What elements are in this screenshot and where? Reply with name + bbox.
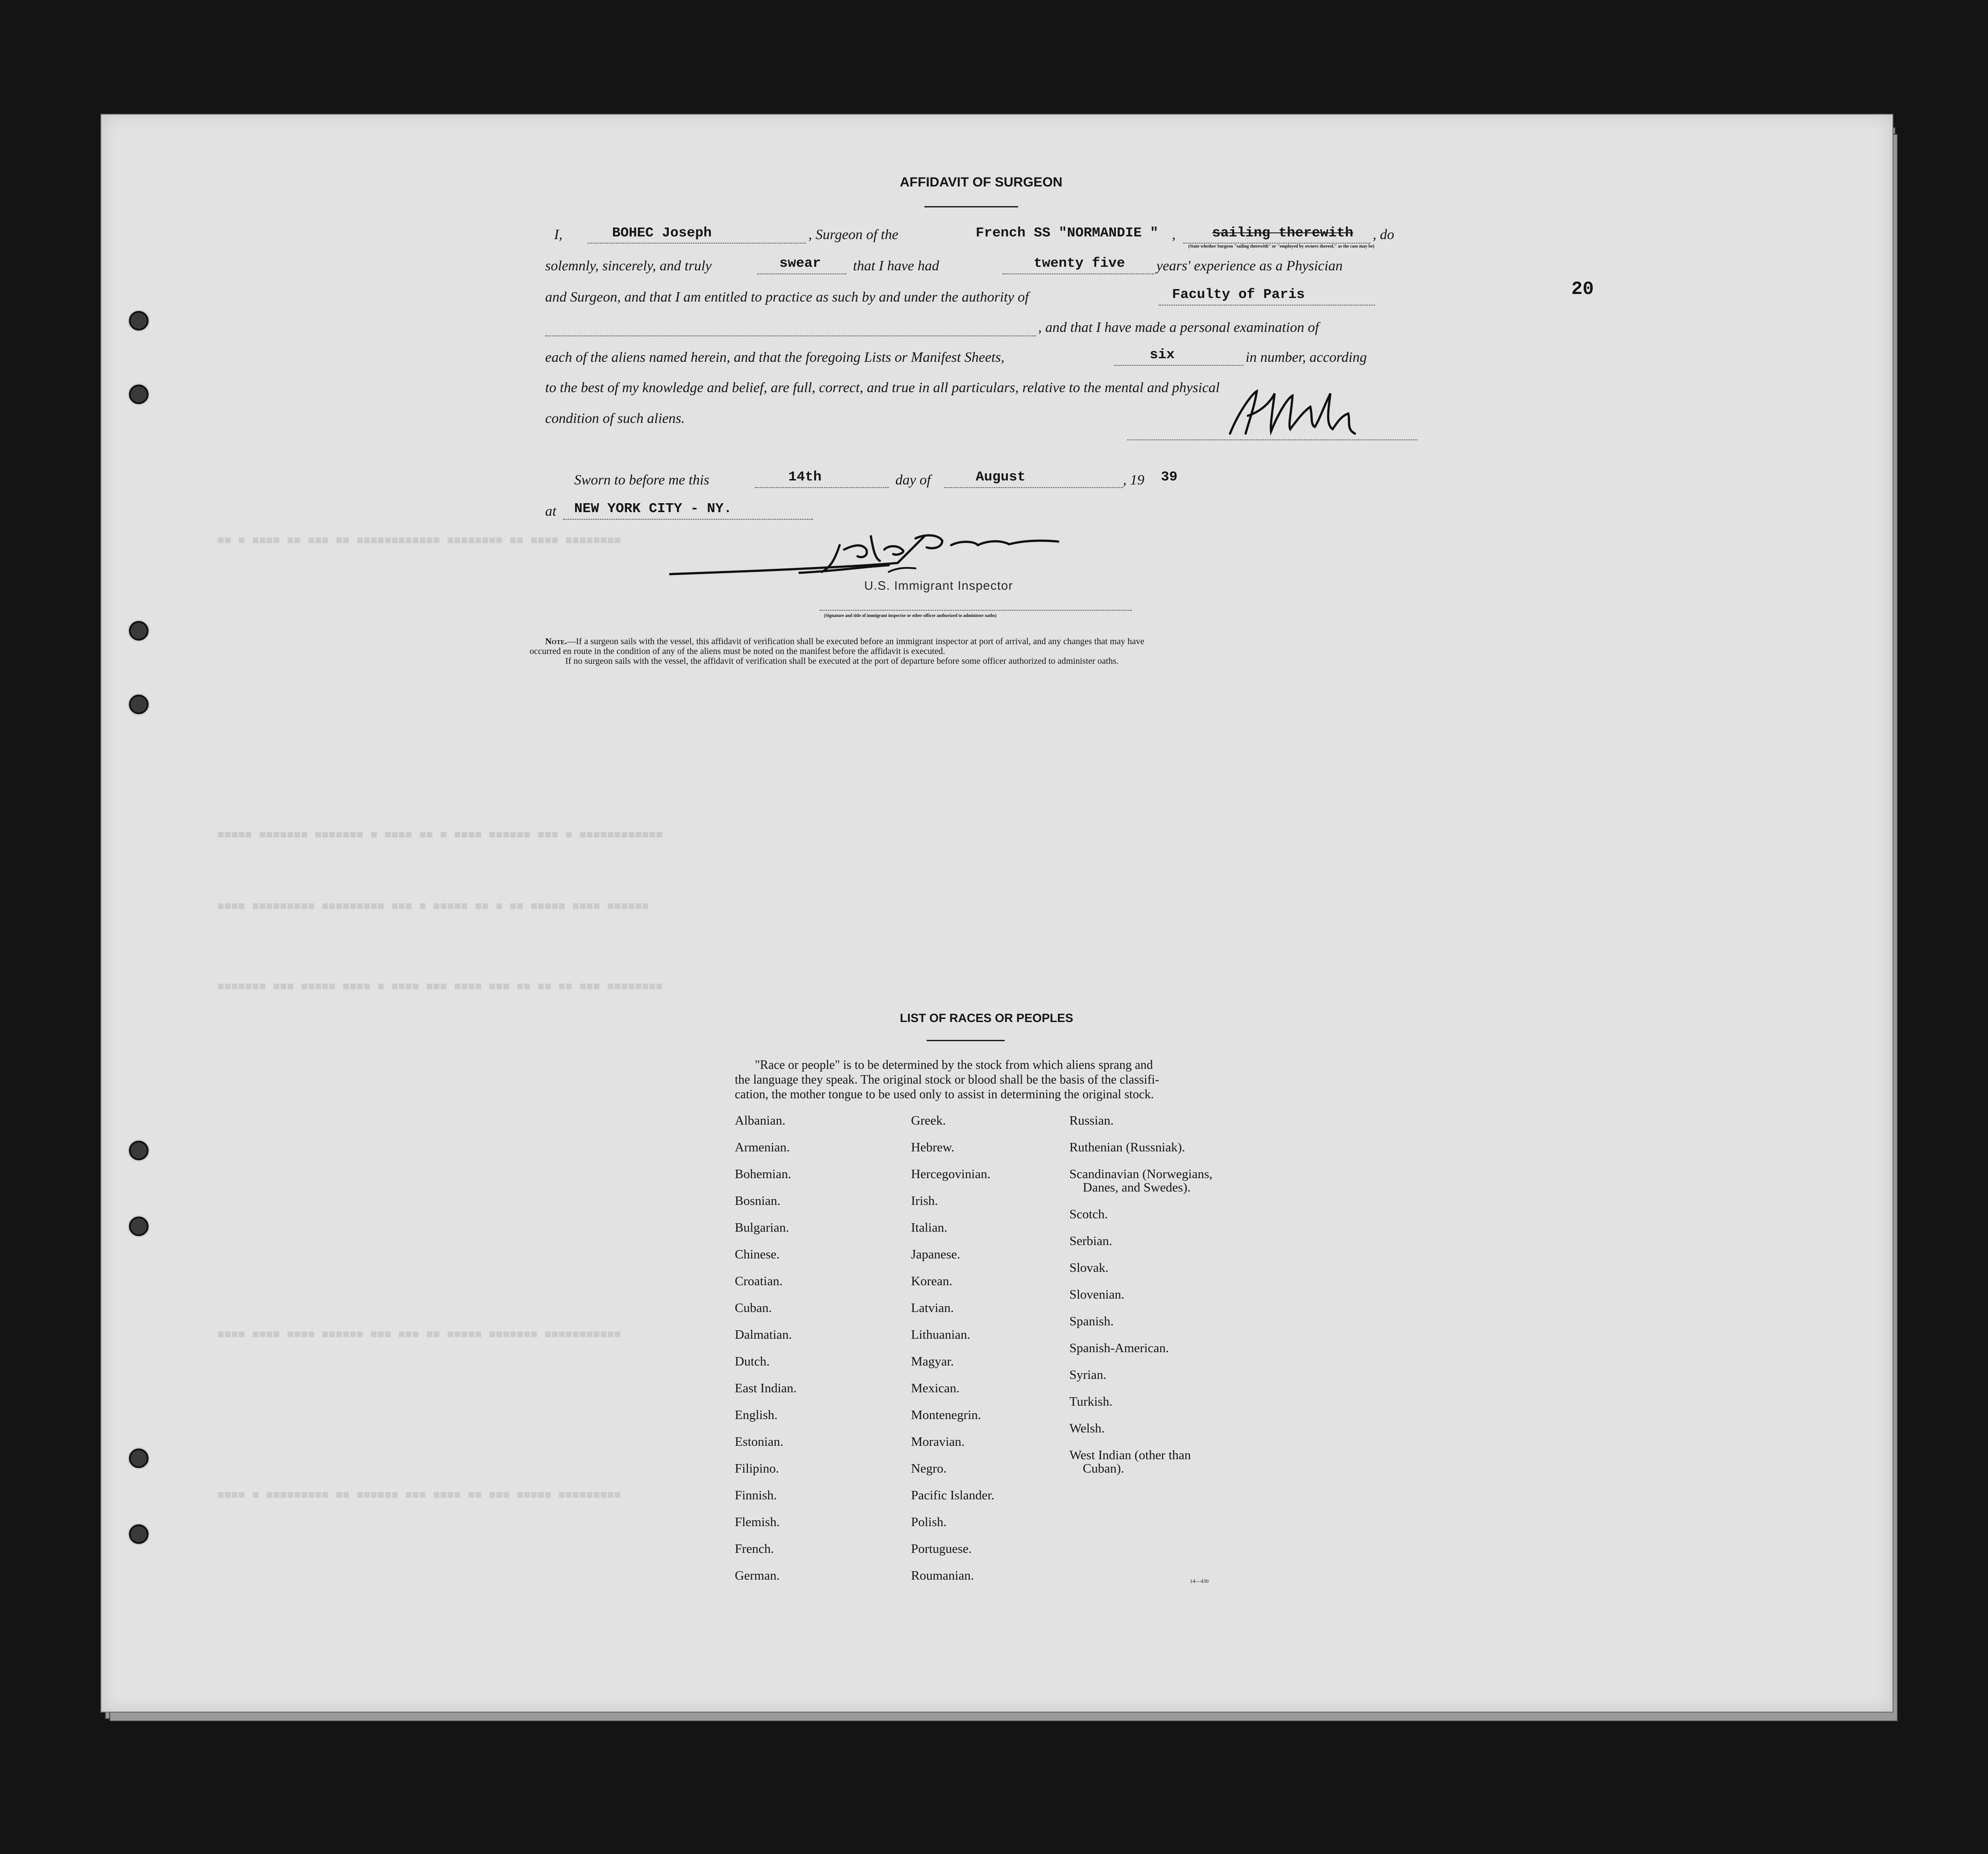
note-text1: —If a surgeon sails with the vessel, this affidavit of verification shall be executed before an immigrant inspector at port of arrival, and any changes that may have	[567, 637, 1144, 646]
bleed-through: ■■■■■ ■■■■■■■ ■■■■■■■ ■ ■■■■ ■■ ■ ■■■■ ■■■■■■ ■■■ ■ ■■■■■■■■■■■■	[217, 828, 663, 842]
race-item: Russian.	[1069, 1113, 1114, 1128]
race-item: Portuguese.	[911, 1542, 972, 1556]
years-experience-line	[1002, 273, 1154, 274]
note-label: Note.	[545, 637, 567, 646]
surgeon-status-line	[1183, 243, 1371, 244]
surgeon-signature	[1221, 385, 1368, 443]
surgeon-status-value: sailing therewith	[1212, 225, 1354, 241]
race-item: Turkish.	[1069, 1395, 1113, 1409]
oath-line	[757, 273, 846, 274]
race-item: Italian.	[911, 1221, 948, 1235]
sworn-lead: Sworn to before me this	[574, 472, 709, 488]
affidavit-line1-lead: I,	[554, 226, 563, 242]
binder-hole	[129, 311, 149, 331]
inspector-signature	[666, 518, 1094, 585]
affidavit-line4-text: , and that I have made a personal examination of	[1038, 319, 1319, 335]
surgeon-status-note: (State whether Surgeon "sailing therewith" or "employed by owners thereof," as the case may be)	[1188, 244, 1375, 249]
race-item: Scandinavian (Norwegians,	[1069, 1167, 1213, 1181]
bleed-through: ■■■■■■■ ■■■ ■■■■■ ■■■■ ■ ■■■■ ■■■ ■■■■ ■■■ ■■ ■■ ■■ ■■■ ■■■■■■■■	[217, 980, 663, 993]
sworn-day-value: 14th	[788, 469, 822, 485]
race-item: Serbian.	[1069, 1234, 1112, 1248]
surgeon-name-line	[588, 243, 806, 244]
race-item: Cuban.	[735, 1301, 772, 1315]
race-item: West Indian (other than	[1069, 1448, 1191, 1462]
race-item: Flemish.	[735, 1515, 780, 1529]
affidavit-line5-end: in number, according	[1246, 349, 1367, 365]
inspector-stamp: U.S. Immigrant Inspector	[864, 579, 1013, 592]
race-item: Greek.	[911, 1113, 946, 1128]
affidavit-line6: to the best of my knowledge and belief, are full, correct, and true in all particulars, relative to the mental and physical	[545, 379, 1220, 395]
races-intro-line1: "Race or people" is to be determined by the stock from which aliens sprang and	[755, 1058, 1153, 1072]
race-item: Welsh.	[1069, 1421, 1105, 1436]
race-item: Estonian.	[735, 1435, 783, 1449]
affidavit-note-line2: occurred en route in the condition of any of the aliens must be noted on the manifest before the affidavit is executed.	[530, 646, 945, 656]
binder-hole	[129, 695, 149, 714]
affidavit-line2-text: that I have had	[853, 257, 939, 273]
race-item: Filipino.	[735, 1461, 779, 1476]
bleed-through: ■■■■ ■ ■■■■■■■■■ ■■ ■■■■■■ ■■■ ■■■■ ■■ ■■■ ■■■■■ ■■■■■■■■■	[217, 1489, 621, 1502]
binder-hole	[129, 385, 149, 404]
inspector-caption: (Signature and title of immigrant inspector or other officer authorized to administer oaths)	[824, 613, 997, 618]
document-page	[100, 114, 1893, 1713]
race-item: Armenian.	[735, 1140, 790, 1155]
sheet-count-line	[1114, 365, 1243, 366]
affidavit-line1-comma: ,	[1172, 226, 1176, 242]
title-rule	[924, 206, 1018, 207]
race-item: Irish.	[911, 1194, 938, 1208]
race-item: Korean.	[911, 1274, 953, 1288]
affidavit-line1-end: , do	[1373, 226, 1394, 242]
affidavit-line3-lead: and Surgeon, and that I am entitled to practice as such by and under the authority of	[545, 289, 1029, 305]
race-item: Ruthenian (Russniak).	[1069, 1140, 1185, 1155]
surgeon-name-value: BOHEC Joseph	[612, 225, 712, 241]
affidavit-note-line3: If no surgeon sails with the vessel, the affidavit of verification shall be executed at the port of departure before some officer authorized to administer oaths.	[565, 656, 1119, 666]
binder-hole	[129, 1524, 149, 1544]
sworn-year-prefix: , 19	[1123, 472, 1144, 488]
affidavit-line2-end: years' experience as a Physician	[1156, 257, 1343, 273]
years-experience-value: twenty five	[1034, 256, 1125, 271]
bleed-through: ■■■■ ■■■■■■■■■ ■■■■■■■■■ ■■■ ■ ■■■■■ ■■ ■ ■■ ■■■■■ ■■■■ ■■■■■■	[217, 900, 649, 913]
sworn-day-of: day of	[895, 472, 931, 488]
races-column-3	[1069, 1114, 1213, 1489]
race-item: Croatian.	[735, 1274, 783, 1288]
race-item: Spanish.	[1069, 1314, 1114, 1328]
binder-hole	[129, 621, 149, 641]
affidavit-line1-text: , Surgeon of the	[808, 226, 899, 242]
authority-continuation-line	[545, 335, 1036, 336]
place-lead: at	[545, 503, 556, 519]
bleed-through: ■■ ■ ■■■■ ■■ ■■■ ■■ ■■■■■■■■■■■■ ■■■■■■■■ ■■ ■■■■ ■■■■■■■■	[217, 534, 621, 547]
place-value: NEW YORK CITY - NY.	[574, 501, 732, 517]
race-item: Syrian.	[1069, 1368, 1106, 1382]
bleed-through: ■■■■ ■■■■ ■■■■ ■■■■■■ ■■■ ■■■ ■■ ■■■■■ ■■■■■■■ ■■■■■■■■■■■	[217, 1328, 621, 1341]
races-title: LIST OF RACES OR PEOPLES	[900, 1011, 1073, 1025]
race-item: Dutch.	[735, 1354, 770, 1369]
race-item: Chinese.	[735, 1247, 780, 1262]
race-item: Mexican.	[911, 1381, 960, 1395]
ship-name-value: French SS "NORMANDIE "	[976, 225, 1159, 241]
races-intro-line3: cation, the mother tongue to be used only to assist in determining the original stock.	[735, 1088, 1154, 1101]
race-item: Spanish-American.	[1069, 1341, 1169, 1355]
race-item: Moravian.	[911, 1435, 965, 1449]
race-item: French.	[735, 1542, 774, 1556]
oath-value: swear	[779, 256, 821, 271]
inspector-signature-line	[820, 610, 1132, 611]
authority-line	[1159, 305, 1375, 306]
affidavit-line2-lead: solemnly, sincerely, and truly	[545, 257, 712, 273]
binder-hole	[129, 1448, 149, 1468]
race-item: Lithuanian.	[911, 1328, 970, 1342]
affidavit-note-line1	[545, 637, 1144, 647]
race-item: German.	[735, 1568, 780, 1583]
sworn-month-line	[944, 487, 1123, 488]
race-item: Albanian.	[735, 1113, 786, 1128]
surgeon-signature-line	[1127, 439, 1417, 440]
race-item: Polish.	[911, 1515, 947, 1529]
race-item: English.	[735, 1408, 778, 1422]
race-item: Hebrew.	[911, 1140, 955, 1155]
binder-hole	[129, 1141, 149, 1160]
race-item: Bosnian.	[735, 1194, 781, 1208]
race-item: Slovak.	[1069, 1261, 1109, 1275]
race-item: Cuban).	[1083, 1461, 1124, 1476]
race-item: Scotch.	[1069, 1207, 1108, 1221]
races-column-2	[911, 1114, 994, 1596]
race-item: East Indian.	[735, 1381, 797, 1395]
races-intro-line2: the language they speak. The original stock or blood shall be the basis of the classifi-	[735, 1073, 1160, 1087]
race-item: Finnish.	[735, 1488, 777, 1502]
sworn-month-value: August	[976, 469, 1026, 485]
race-item: Negro.	[911, 1461, 947, 1476]
race-item: Dalmatian.	[735, 1328, 792, 1342]
race-item: Danes, and Swedes).	[1083, 1180, 1191, 1195]
race-item: Pacific Islander.	[911, 1488, 994, 1502]
form-code: 14—430	[1190, 1578, 1209, 1584]
affidavit-line7: condition of such aliens.	[545, 410, 685, 426]
races-column-1	[735, 1114, 797, 1596]
race-item: Latvian.	[911, 1301, 954, 1315]
race-item: Japanese.	[911, 1247, 961, 1262]
races-title-rule	[927, 1040, 1005, 1041]
race-item: Hercegovinian.	[911, 1167, 990, 1181]
page-number: 20	[1571, 278, 1594, 300]
race-item: Roumanian.	[911, 1568, 974, 1583]
affidavit-line5-lead: each of the aliens named herein, and that the foregoing Lists or Manifest Sheets,	[545, 349, 1005, 365]
binder-hole	[129, 1217, 149, 1236]
affidavit-title: AFFIDAVIT OF SURGEON	[900, 175, 1063, 190]
race-item: Bohemian.	[735, 1167, 791, 1181]
sheet-count-value: six	[1150, 347, 1175, 363]
race-item: Magyar.	[911, 1354, 954, 1369]
sworn-day-line	[755, 487, 889, 488]
race-item: Slovenian.	[1069, 1287, 1125, 1302]
authority-value: Faculty of Paris	[1172, 287, 1305, 302]
sworn-year-value: 39	[1161, 469, 1178, 485]
race-item: Bulgarian.	[735, 1221, 789, 1235]
race-item: Montenegrin.	[911, 1408, 982, 1422]
